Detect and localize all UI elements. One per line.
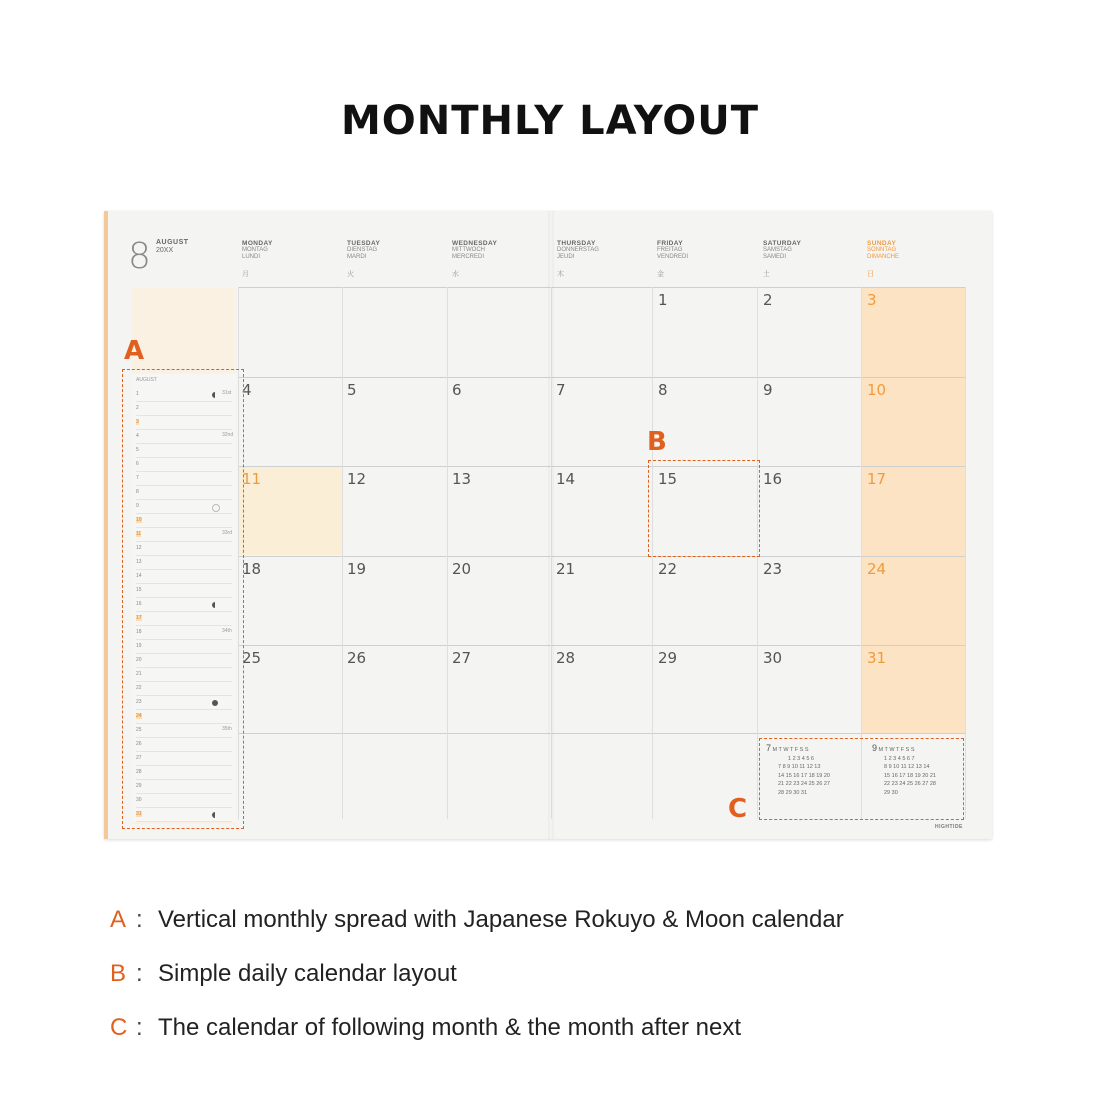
sidebar-day-number: 7 <box>136 475 139 481</box>
calendar-date[interactable]: 11 <box>242 470 262 488</box>
calendar-date[interactable]: 4 <box>242 381 252 399</box>
sidebar-day-number: 4 <box>136 433 139 439</box>
mini-header: M T W T F S S <box>878 747 915 753</box>
legend-sep: : <box>136 906 143 933</box>
weekday-header <box>867 240 967 279</box>
sidebar-day-number: 18 <box>136 629 142 635</box>
calendar-date[interactable]: 8 <box>658 381 668 399</box>
weekday-de: MONTAG <box>242 247 268 253</box>
weekday-de: SONNTAG <box>867 247 897 253</box>
weekday-jp: 日 <box>867 271 874 278</box>
grid-row-line <box>238 287 966 288</box>
sidebar-day-number: 15 <box>136 587 142 593</box>
mini-row: 1 2 3 4 5 6 7 <box>884 755 915 762</box>
weekday-jp: 火 <box>347 271 354 278</box>
grid-row-line <box>238 556 966 557</box>
week-number: 35th <box>222 726 232 732</box>
calendar-date[interactable]: 14 <box>556 470 576 488</box>
sidebar-day-number: 9 <box>136 503 139 509</box>
weekday-header <box>452 240 552 279</box>
sidebar-day-number: 10 <box>136 517 142 523</box>
calendar-date[interactable]: 7 <box>556 381 566 399</box>
month-year: 20XX <box>156 247 174 254</box>
mini-row: 28 29 30 31 <box>778 789 808 796</box>
grid-row-line <box>238 466 966 467</box>
calendar-date[interactable]: 2 <box>763 291 773 309</box>
mini-row: 8 9 10 11 12 13 14 <box>884 764 930 770</box>
weekday-en: SUNDAY <box>867 240 897 247</box>
weekday-header <box>657 240 757 279</box>
sidebar-day-number: 12 <box>136 545 142 551</box>
sidebar-day-number: 29 <box>136 783 142 789</box>
grid-row-line <box>238 645 966 646</box>
calendar-date[interactable]: 17 <box>867 470 887 488</box>
sidebar-day-number: 31 <box>136 811 142 817</box>
weekday-jp: 水 <box>452 271 459 278</box>
page-fold <box>548 211 554 839</box>
weekday-de: SAMSTAG <box>763 247 792 253</box>
calendar-date[interactable]: 15 <box>658 470 678 488</box>
weekday-jp: 月 <box>242 271 249 278</box>
sidebar-day-number: 19 <box>136 643 142 649</box>
mini-month-label: 7 <box>766 743 772 753</box>
weekday-fr: VENDREDI <box>657 254 689 260</box>
calendar-date[interactable]: 23 <box>763 560 783 578</box>
sidebar-day-number: 23 <box>136 699 142 705</box>
sidebar-day-number: 13 <box>136 559 142 565</box>
planner-edge <box>104 211 108 839</box>
sidebar-day-number: 20 <box>136 657 142 663</box>
weekday-header <box>242 240 342 279</box>
legend-sep: : <box>136 1014 143 1041</box>
legend-text: Vertical monthly spread with Japanese Rokuyo & Moon calendar <box>158 906 844 933</box>
weekday-de: DONNERSTAG <box>557 247 599 253</box>
calendar-date[interactable]: 31 <box>867 649 887 667</box>
calendar-date[interactable]: 9 <box>763 381 773 399</box>
legend-item-b <box>110 960 457 988</box>
page-title: MONTHLY LAYOUT <box>340 98 760 144</box>
callout-letter-b: B <box>647 427 667 457</box>
calendar-date[interactable]: 5 <box>347 381 357 399</box>
brand-logo-text: HIGHTIDE <box>935 824 963 830</box>
callout-box-a <box>122 369 244 829</box>
legend-text: The calendar of following month & the month after next <box>158 1014 741 1041</box>
calendar-date[interactable]: 12 <box>347 470 367 488</box>
callout-box-b <box>648 460 760 557</box>
weekday-de: DIENSTAG <box>347 247 378 253</box>
month-name: AUGUST <box>156 239 189 246</box>
callout-letter-c: C <box>728 794 748 824</box>
mini-month-label: 9 <box>872 743 878 753</box>
calendar-date[interactable]: 1 <box>658 291 668 309</box>
calendar-date[interactable]: 18 <box>242 560 262 578</box>
weekday-fr: MARDI <box>347 254 367 260</box>
sidebar-day-number: 8 <box>136 489 139 495</box>
sidebar-day-number: 14 <box>136 573 142 579</box>
grid-row-line <box>238 377 966 378</box>
sidebar-month-label: AUGUST <box>136 377 157 383</box>
sidebar-day-number: 6 <box>136 461 139 467</box>
sidebar-day-number: 30 <box>136 797 142 803</box>
calendar-date[interactable]: 26 <box>347 649 367 667</box>
mini-row: 14 15 16 17 18 19 20 <box>778 772 830 779</box>
weekday-jp: 金 <box>657 271 664 278</box>
grid-col-line <box>342 287 343 819</box>
mini-row: 1 2 3 4 5 6 <box>788 755 814 762</box>
sidebar-day-number: 11 <box>136 531 142 537</box>
sidebar-day-number: 17 <box>136 615 142 621</box>
week-number: 34th <box>222 628 232 634</box>
grid-col-line <box>447 287 448 819</box>
calendar-date[interactable]: 20 <box>452 560 472 578</box>
legend-item-a <box>110 906 844 934</box>
sidebar-day-number: 1 <box>136 391 139 397</box>
sidebar-day-number: 22 <box>136 685 142 691</box>
mini-row: 21 22 23 24 25 26 27 <box>778 781 830 787</box>
sidebar-day-number: 21 <box>136 671 142 677</box>
calendar-date[interactable]: 19 <box>347 560 367 578</box>
weekday-fr: DIMANCHE <box>867 254 900 260</box>
calendar-date[interactable]: 24 <box>867 560 887 578</box>
weekday-en: FRIDAY <box>657 240 683 247</box>
weekday-jp: 木 <box>557 271 564 278</box>
calendar-date[interactable]: 3 <box>867 291 877 309</box>
callout-letter-a: A <box>124 336 145 366</box>
sidebar-day-number: 24 <box>136 713 142 719</box>
grid-col-line <box>965 287 966 819</box>
weekday-header <box>557 240 657 279</box>
callout-box-c <box>759 738 964 820</box>
calendar-date[interactable]: 25 <box>242 649 262 667</box>
calendar-date[interactable]: 22 <box>658 560 678 578</box>
weekday-en: MONDAY <box>242 240 273 247</box>
weekday-header <box>347 240 447 279</box>
weekday-header <box>763 240 863 279</box>
week-number: 32nd <box>222 432 234 438</box>
legend-item-c <box>110 1014 741 1042</box>
calendar-date[interactable]: 16 <box>763 470 783 488</box>
sidebar-day-number: 16 <box>136 601 142 607</box>
calendar-date[interactable]: 21 <box>556 560 576 578</box>
calendar-date[interactable]: 27 <box>452 649 472 667</box>
calendar-date[interactable]: 29 <box>658 649 678 667</box>
weekday-en: WEDNESDAY <box>452 240 498 247</box>
sidebar-day-number: 5 <box>136 447 139 453</box>
month-number: 8 <box>128 236 151 277</box>
calendar-date[interactable]: 6 <box>452 381 462 399</box>
calendar-date[interactable]: 10 <box>867 381 887 399</box>
mini-row: 15 16 17 18 19 20 21 <box>884 772 936 779</box>
sidebar-day-number: 2 <box>136 405 139 411</box>
sidebar-day-number: 27 <box>136 755 142 761</box>
sidebar-day-number: 25 <box>136 727 142 733</box>
mini-row: 22 23 24 25 26 27 28 <box>884 781 936 787</box>
legend-text: Simple daily calendar layout <box>158 960 457 987</box>
grid-row-line <box>238 733 966 734</box>
weekday-en: SATURDAY <box>763 240 802 247</box>
sidebar-day-number: 28 <box>136 769 142 775</box>
mini-row: 29 30 <box>884 789 898 796</box>
legend-key: A <box>110 906 127 933</box>
legend-key: B <box>110 960 127 987</box>
weekday-de: FREITAG <box>657 247 683 253</box>
sidebar-day-number: 3 <box>136 419 139 425</box>
week-number: 31st <box>222 390 232 396</box>
weekday-en: TUESDAY <box>347 240 381 247</box>
weekday-en: THURSDAY <box>557 240 596 247</box>
weekday-de: MITTWOCH <box>452 247 485 253</box>
weekday-fr: JEUDI <box>557 254 575 260</box>
week-number: 33rd <box>222 530 233 536</box>
weekday-jp: 土 <box>763 271 770 278</box>
calendar-date[interactable]: 13 <box>452 470 472 488</box>
weekday-fr: SAMEDI <box>763 254 787 260</box>
calendar-date[interactable]: 30 <box>763 649 783 667</box>
weekday-fr: MERCREDI <box>452 254 485 260</box>
legend-key: C <box>110 1014 128 1041</box>
mini-row: 7 8 9 10 11 12 13 <box>778 764 821 770</box>
calendar-date[interactable]: 28 <box>556 649 576 667</box>
mini-header: M T W T F S S <box>772 747 809 753</box>
sidebar-day-number: 26 <box>136 741 142 747</box>
weekday-fr: LUNDI <box>242 254 261 260</box>
legend-sep: : <box>136 960 143 987</box>
